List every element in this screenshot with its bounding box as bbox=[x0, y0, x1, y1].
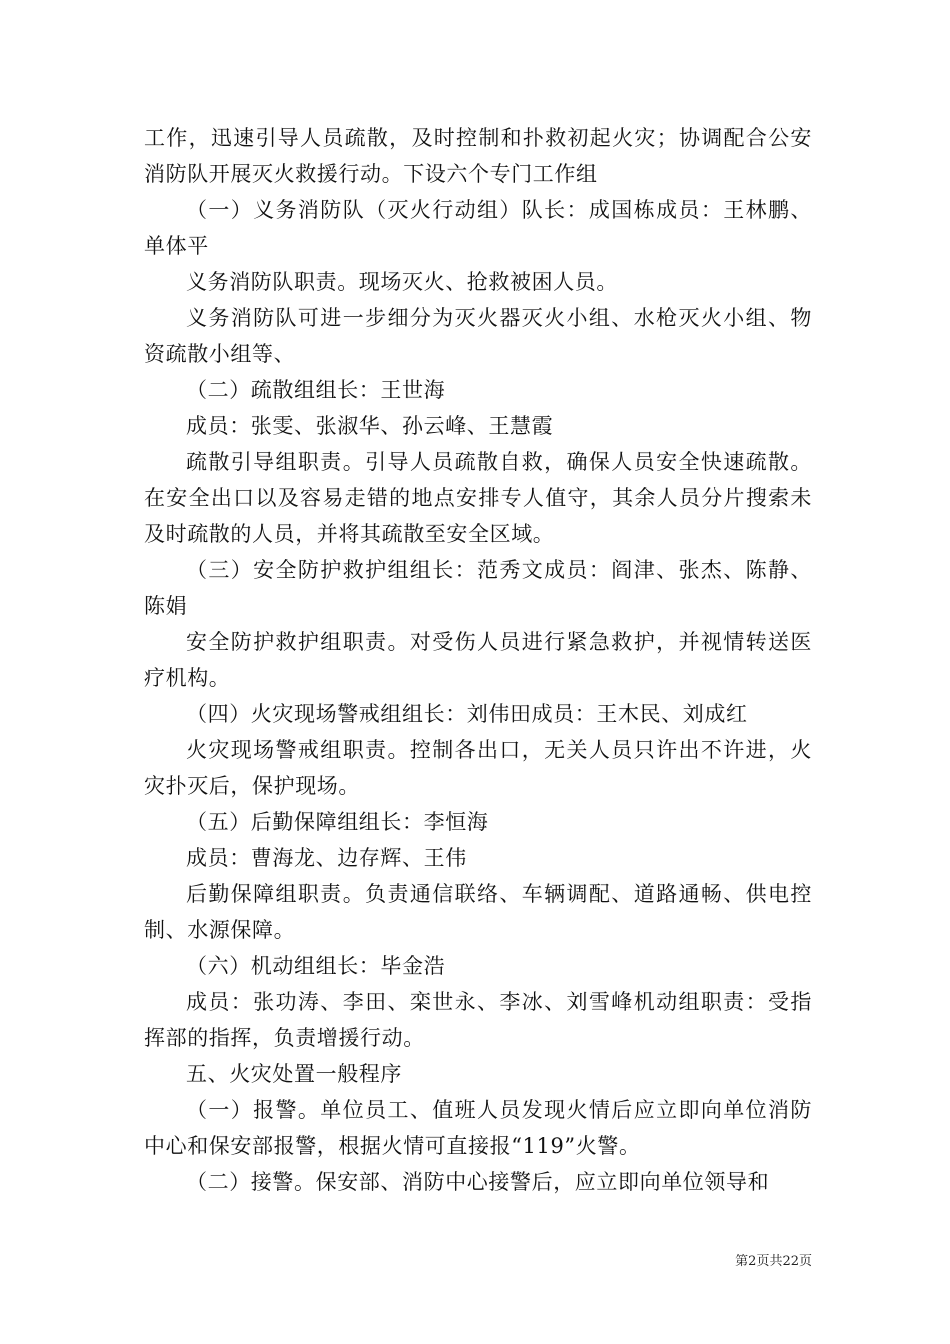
paragraph: 疏散引导组职责。引导人员疏散自救，确保人员安全快速疏散。在安全出口以及容易走错的地点安排专人值守，其余人员分片搜索未及时疏散的人员，并将其疏散至安全区域。 bbox=[144, 450, 812, 546]
paragraph: 工作，迅速引导人员疏散，及时控制和扑救初起火灾；协调配合公安消防队开展灭火救援行动。下设六个专门工作组 bbox=[144, 126, 812, 186]
page-number: 第2页共22页 bbox=[735, 1254, 812, 1269]
paragraph: （六）机动组组长：毕金浩 bbox=[186, 954, 446, 978]
paragraph: 义务消防队可进一步细分为灭火器灭火小组、水枪灭火小组、物资疏散小组等、 bbox=[144, 306, 812, 366]
paragraph: 安全防护救护组职责。对受伤人员进行紧急救护，并视情转送医疗机构。 bbox=[144, 630, 812, 690]
paragraph: 成员：张雯、张淑华、孙云峰、王慧霞 bbox=[186, 414, 554, 438]
paragraph: （二）疏散组组长：王世海 bbox=[186, 378, 446, 402]
paragraph: 义务消防队职责。现场灭火、抢救被困人员。 bbox=[186, 270, 618, 294]
paragraph: 成员：曹海龙、边存辉、王伟 bbox=[186, 846, 467, 870]
section-heading: 五、火灾处置一般程序 bbox=[186, 1062, 402, 1086]
paragraph: （一）报警。单位员工、值班人员发现火情后应立即向单位消防中心和保安部报警，根据火情可直接报“119”火警。 bbox=[144, 1098, 812, 1158]
paragraph: 火灾现场警戒组职责。控制各出口，无关人员只许出不许进，火灾扑灭后，保护现场。 bbox=[144, 738, 812, 798]
paragraph: （一）义务消防队（灭火行动组）队长：成国栋成员：王林鹏、单体平 bbox=[144, 198, 812, 258]
paragraph: 成员：张功涛、李田、栾世永、李冰、刘雪峰机动组职责：受指挥部的指挥，负责增援行动。 bbox=[144, 990, 812, 1050]
document-body bbox=[144, 120, 812, 1200]
paragraph: 后勤保障组职责。负责通信联络、车辆调配、道路通畅、供电控制、水源保障。 bbox=[144, 882, 812, 942]
paragraph: （二）接警。保安部、消防中心接警后，应立即向单位领导和 bbox=[186, 1170, 770, 1194]
paragraph: （五）后勤保障组组长：李恒海 bbox=[186, 810, 489, 834]
paragraph: （四）火灾现场警戒组组长：刘伟田成员：王木民、刘成红 bbox=[186, 702, 748, 726]
paragraph: （三）安全防护救护组组长：范秀文成员：阎津、张杰、陈静、陈娟 bbox=[144, 558, 812, 618]
